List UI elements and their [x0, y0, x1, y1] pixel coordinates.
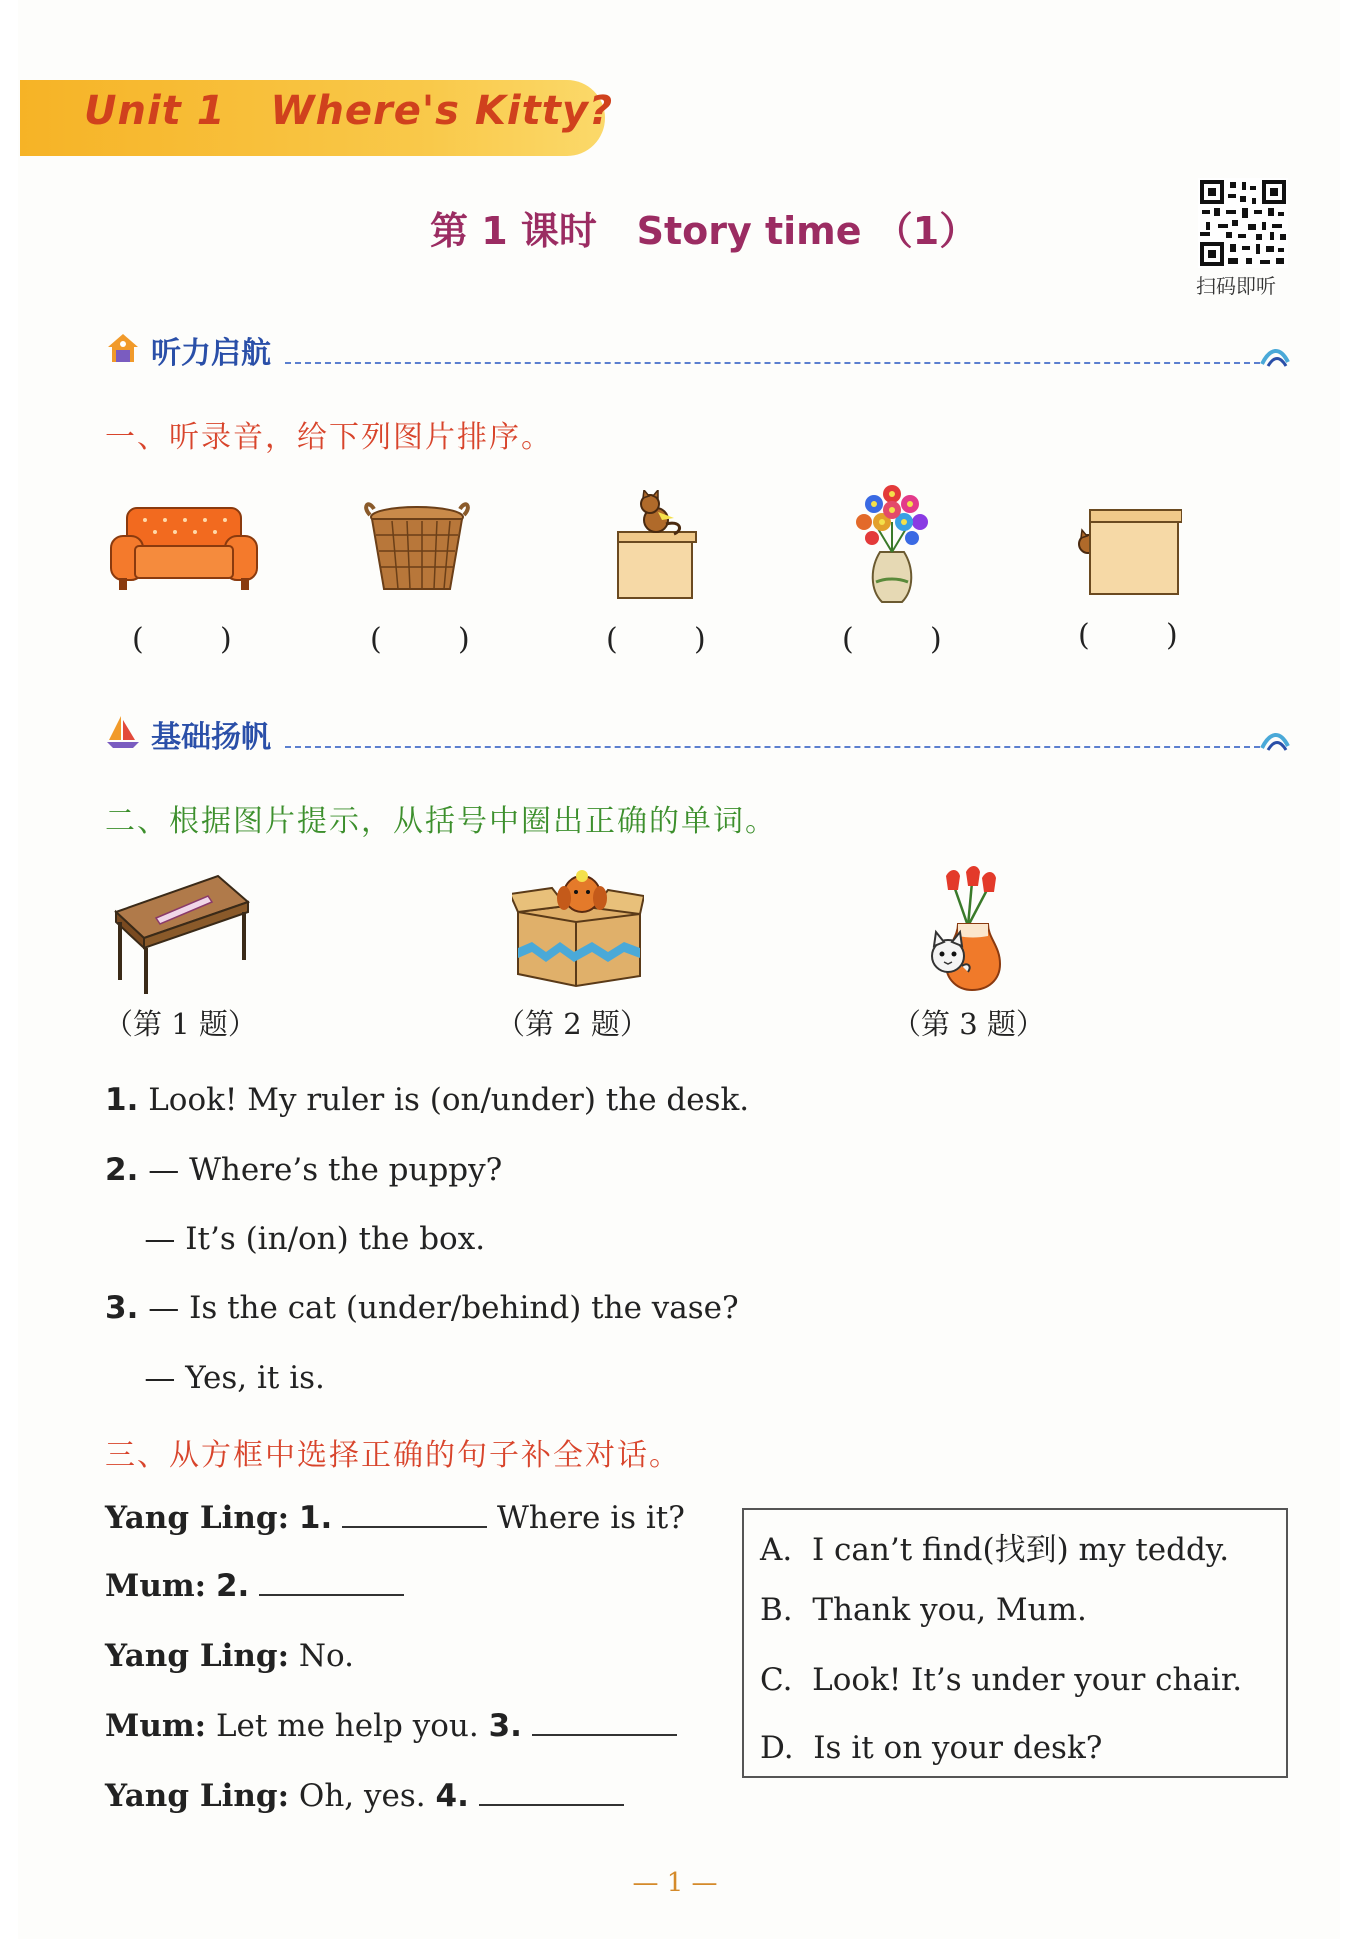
- dialogue-text: Oh, yes.: [298, 1778, 426, 1814]
- sofa-icon: [105, 500, 263, 596]
- wave-icon: [1260, 342, 1290, 368]
- cat-on-box-icon: [614, 490, 700, 602]
- blank-number: 2.: [215, 1568, 250, 1604]
- question-text: — Where’s the puppy?: [138, 1152, 503, 1188]
- lesson-title: 第 1 课时 Story time （1）: [430, 209, 978, 253]
- answer-blank[interactable]: [479, 1782, 624, 1806]
- page-number: — 1 —: [632, 1868, 718, 1898]
- question-text: — Is the cat (under/behind) the vase?: [138, 1290, 739, 1326]
- flower-vase-icon: [852, 482, 932, 606]
- caption: （第 1 题）: [104, 1007, 257, 1041]
- option-b: B. Thank you, Mum.: [760, 1592, 1087, 1628]
- question-line: [105, 1360, 325, 1396]
- divider: [285, 746, 1260, 748]
- caption: （第 2 题）: [496, 1007, 649, 1041]
- dialogue-line: [105, 1638, 354, 1674]
- basket-icon: [362, 497, 472, 597]
- house-icon: [105, 330, 141, 366]
- answer-blank[interactable]: [342, 1504, 487, 1528]
- blank-number: 4.: [435, 1778, 469, 1814]
- answer-bracket[interactable]: ( ): [370, 622, 470, 657]
- answer-bracket[interactable]: ( ): [606, 622, 706, 657]
- dialogue-line: [105, 1708, 677, 1744]
- question-text: — It’s (in/on) the box.: [105, 1221, 486, 1257]
- desk-with-ruler-icon: [112, 872, 252, 998]
- sailboat-icon: [105, 714, 141, 750]
- answer-blank[interactable]: [259, 1572, 404, 1596]
- speaker: Yang Ling:: [105, 1500, 290, 1536]
- puppy-in-box-icon: [512, 868, 644, 988]
- blank-number: 3.: [488, 1708, 522, 1744]
- question-line: [105, 1221, 485, 1257]
- section-listening: [105, 328, 1290, 371]
- answer-bracket[interactable]: ( ): [842, 622, 942, 657]
- option-c: C. Look! It’s under your chair.: [760, 1662, 1243, 1698]
- speaker: Mum:: [105, 1708, 207, 1744]
- section-title: 基础扬帆: [151, 720, 271, 755]
- question-number: 3.: [105, 1290, 139, 1326]
- wave-icon: [1260, 726, 1290, 752]
- dialogue-line: [105, 1778, 624, 1814]
- divider: [285, 362, 1260, 364]
- answer-bracket[interactable]: ( ): [1078, 618, 1178, 653]
- answer-bracket[interactable]: ( ): [132, 622, 232, 657]
- question-text: Look! My ruler is (on/under) the desk.: [138, 1082, 750, 1118]
- question-line: [105, 1082, 749, 1118]
- answer-blank[interactable]: [532, 1712, 677, 1736]
- question-line: [105, 1152, 502, 1188]
- task2-title: 二、根据图片提示，从括号中圈出正确的单词。: [105, 804, 777, 839]
- section-title: 听力启航: [151, 336, 271, 371]
- section-basics: [105, 712, 1290, 755]
- qr-code-icon[interactable]: [1198, 178, 1288, 268]
- speaker: Yang Ling:: [105, 1778, 290, 1814]
- question-number: 1.: [105, 1082, 139, 1118]
- question-text: — Yes, it is.: [105, 1360, 325, 1396]
- blank-number: 1.: [298, 1500, 333, 1536]
- task3-title: 三、从方框中选择正确的句子补全对话。: [105, 1438, 681, 1473]
- dialogue-text: Let me help you.: [215, 1708, 479, 1744]
- caption: （第 3 题）: [892, 1007, 1045, 1041]
- option-d: D. Is it on your desk?: [760, 1730, 1103, 1766]
- unit-title: Unit 1 Where's Kitty?: [84, 88, 614, 134]
- dialogue-line: [105, 1500, 685, 1536]
- cat-behind-box-icon: [1074, 504, 1182, 596]
- speaker: Yang Ling:: [105, 1638, 290, 1674]
- dialogue-text: Where is it?: [497, 1500, 685, 1536]
- speaker: Mum:: [105, 1568, 207, 1604]
- task1-title: 一、听录音，给下列图片排序。: [105, 420, 553, 455]
- question-number: 2.: [105, 1152, 139, 1188]
- qr-label: 扫码即听: [1196, 274, 1276, 298]
- question-line: [105, 1290, 739, 1326]
- options-box: [742, 1508, 1288, 1778]
- dialogue-text: No.: [298, 1638, 355, 1674]
- option-a: A. I can’t find(找到) my teddy.: [760, 1532, 1230, 1568]
- dialogue-line: [105, 1568, 404, 1604]
- cat-behind-vase-icon: [918, 866, 1018, 994]
